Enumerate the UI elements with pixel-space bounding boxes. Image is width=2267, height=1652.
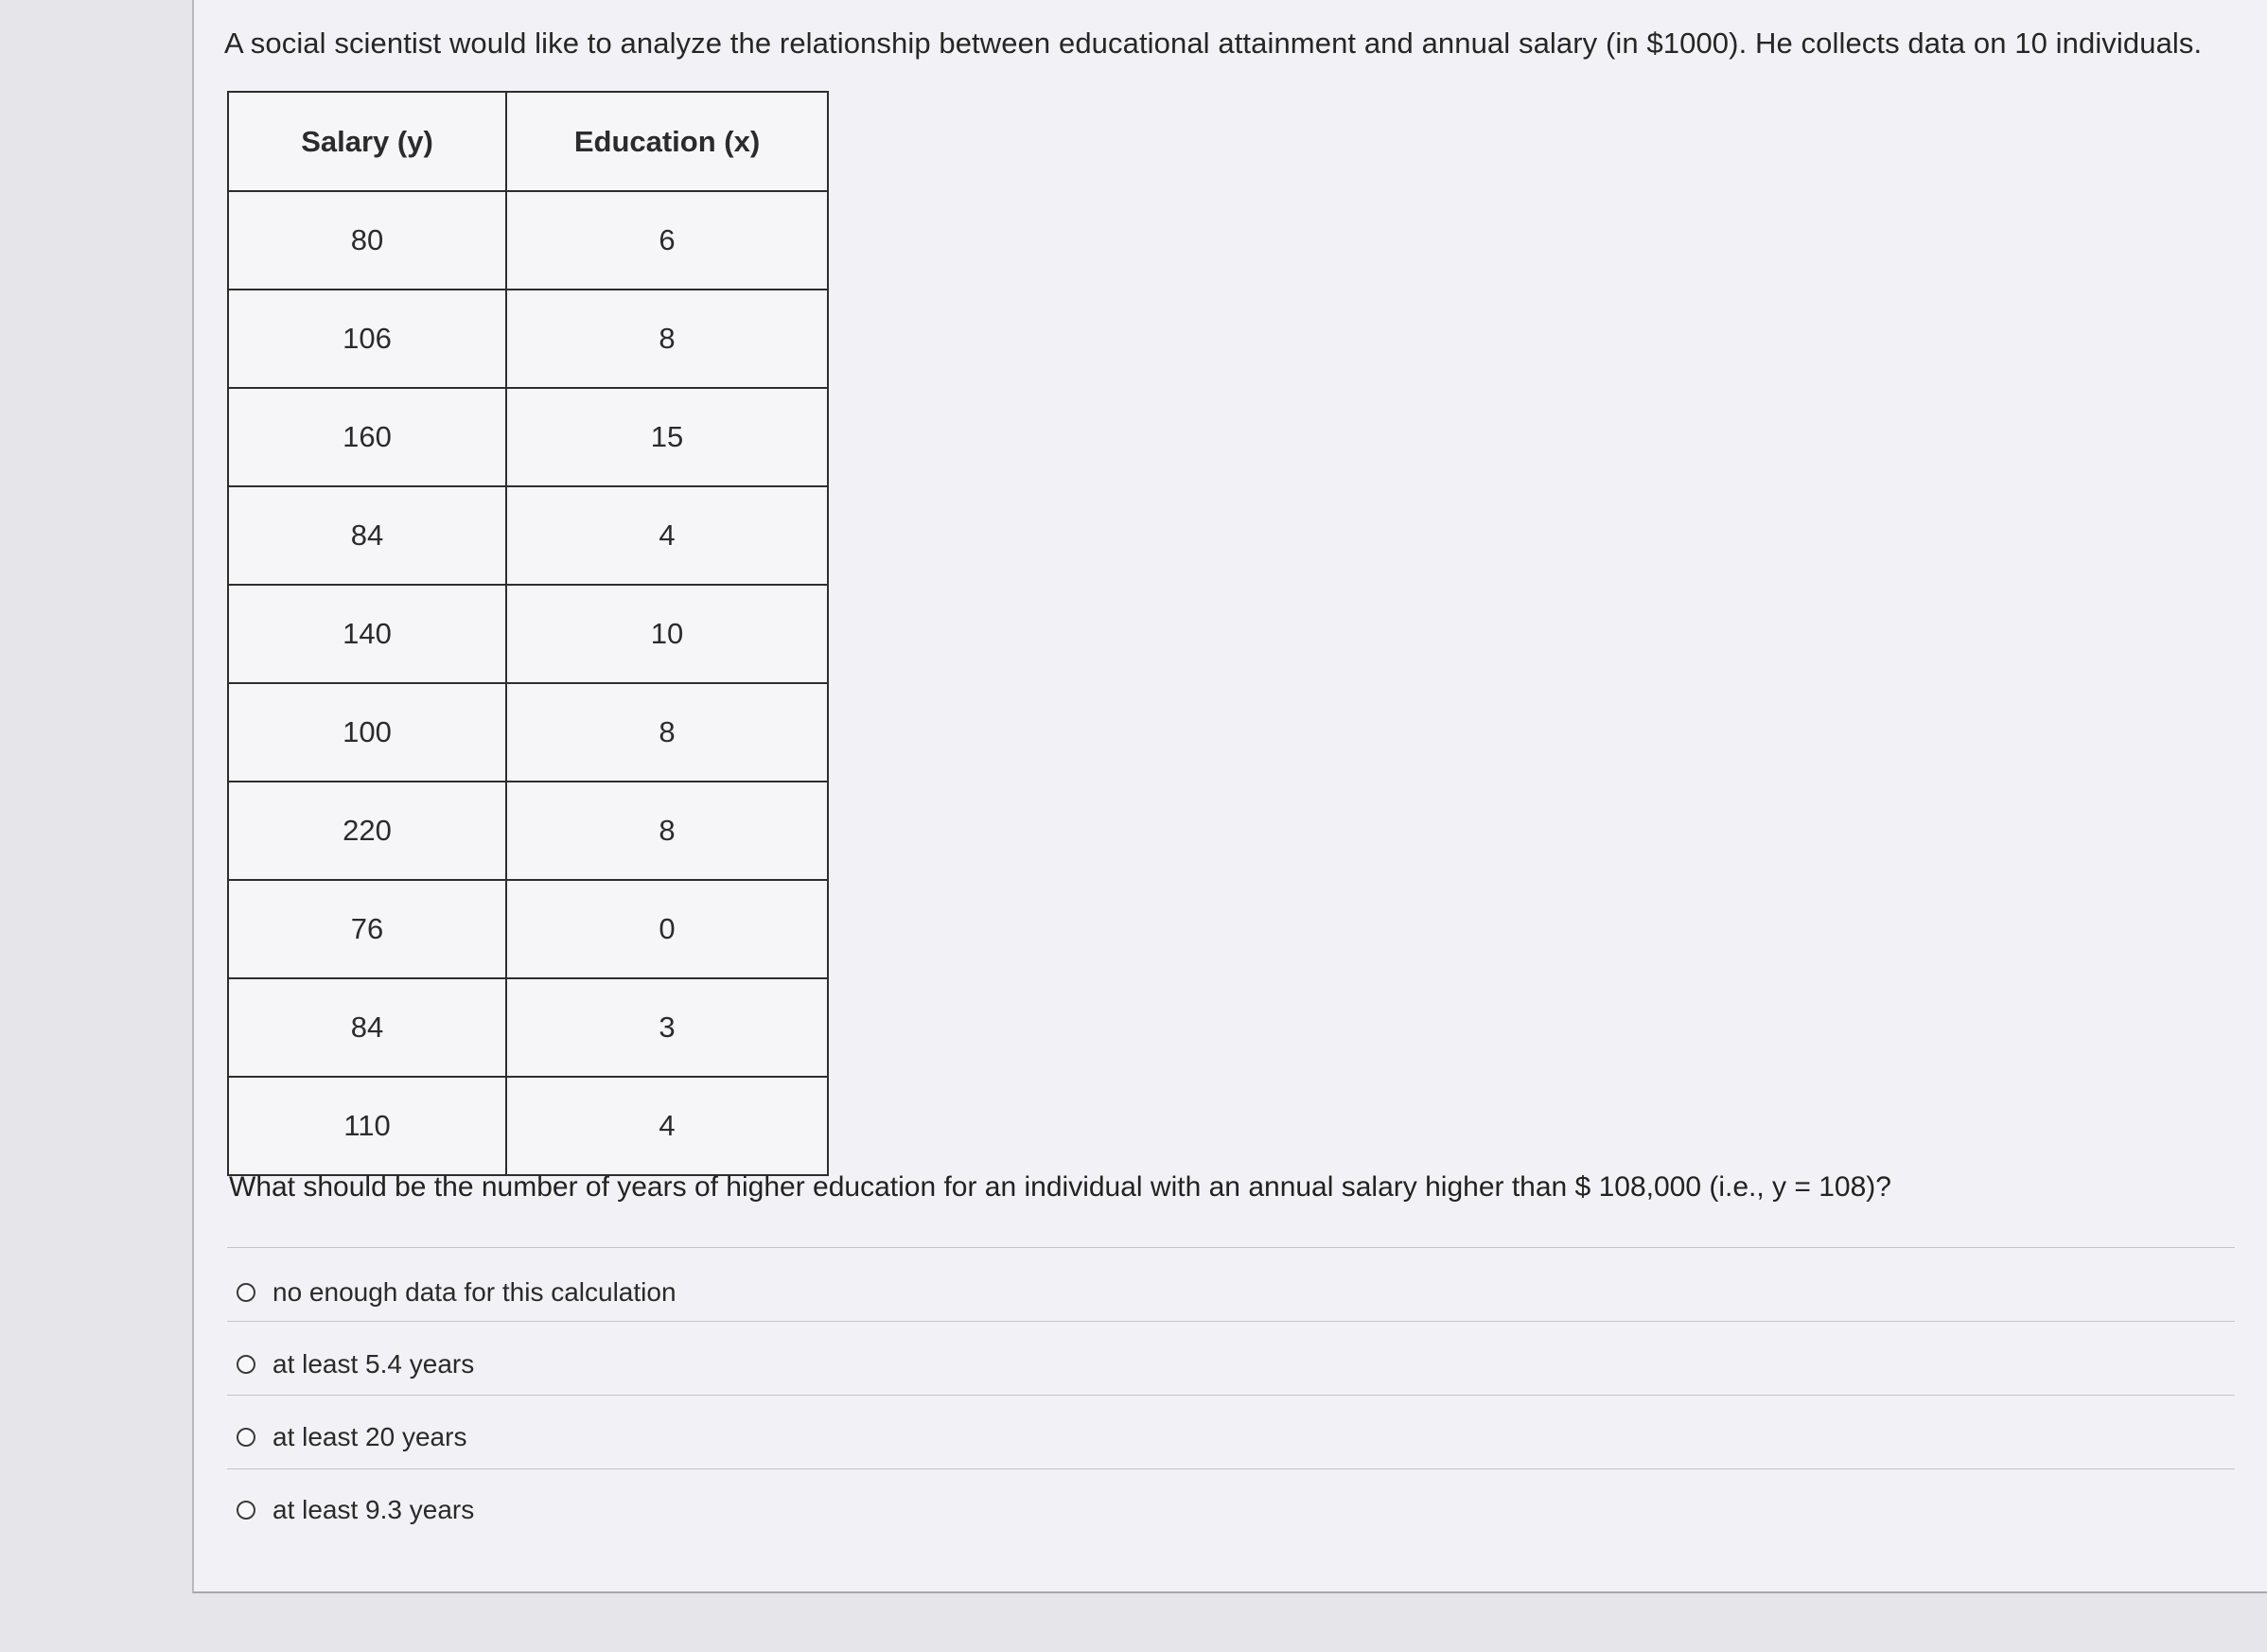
- education-cell: 3: [506, 978, 828, 1077]
- column-header-education: Education (x): [506, 92, 828, 191]
- divider: [227, 1321, 2235, 1322]
- option-label: at least 5.4 years: [272, 1349, 475, 1379]
- salary-cell: 100: [228, 683, 506, 782]
- education-cell: 15: [506, 388, 828, 486]
- table-header-row: [228, 92, 828, 191]
- education-cell: 4: [506, 486, 828, 585]
- table-row: [228, 191, 828, 290]
- salary-cell: 160: [228, 388, 506, 486]
- education-cell: 8: [506, 290, 828, 388]
- radio-button-icon[interactable]: [237, 1355, 255, 1374]
- table-row: [228, 486, 828, 585]
- education-cell: 4: [506, 1077, 828, 1175]
- salary-cell: 140: [228, 585, 506, 683]
- radio-button-icon[interactable]: [237, 1428, 255, 1447]
- radio-button-icon[interactable]: [237, 1501, 255, 1520]
- table-row: [228, 1077, 828, 1175]
- column-header-salary: Salary (y): [228, 92, 506, 191]
- table-row: [228, 683, 828, 782]
- radio-button-icon[interactable]: [237, 1283, 255, 1302]
- answer-option[interactable]: [237, 1345, 474, 1383]
- table-row: [228, 880, 828, 978]
- problem-statement: A social scientist would like to analyze the relationship between educational attainment and annual salary (in $1000). He collects data on 10 individuals.: [224, 26, 2203, 60]
- question-text: What should be the number of years of higher education for an individual with an annual salary higher than $ 108,000 (i.e., y = 108)?: [229, 1171, 1891, 1203]
- table-row: [228, 978, 828, 1077]
- table-row: [228, 388, 828, 486]
- education-cell: 0: [506, 880, 828, 978]
- salary-cell: 110: [228, 1077, 506, 1175]
- education-cell: 8: [506, 683, 828, 782]
- table-row: [228, 782, 828, 880]
- salary-cell: 106: [228, 290, 506, 388]
- salary-cell: 84: [228, 978, 506, 1077]
- answer-option[interactable]: [237, 1491, 474, 1529]
- salary-cell: 84: [228, 486, 506, 585]
- table-row: [228, 585, 828, 683]
- salary-cell: 220: [228, 782, 506, 880]
- option-label: at least 20 years: [272, 1422, 467, 1451]
- table-row: [228, 290, 828, 388]
- divider: [227, 1468, 2235, 1469]
- education-cell: 10: [506, 585, 828, 683]
- option-label: at least 9.3 years: [272, 1495, 475, 1524]
- answer-option[interactable]: [237, 1418, 466, 1456]
- divider: [227, 1247, 2235, 1248]
- education-cell: 6: [506, 191, 828, 290]
- divider: [227, 1395, 2235, 1396]
- option-label: no enough data for this calculation: [272, 1277, 677, 1307]
- salary-cell: 80: [228, 191, 506, 290]
- data-table: [227, 91, 829, 1176]
- salary-cell: 76: [228, 880, 506, 978]
- answer-option[interactable]: [237, 1274, 677, 1311]
- education-cell: 8: [506, 782, 828, 880]
